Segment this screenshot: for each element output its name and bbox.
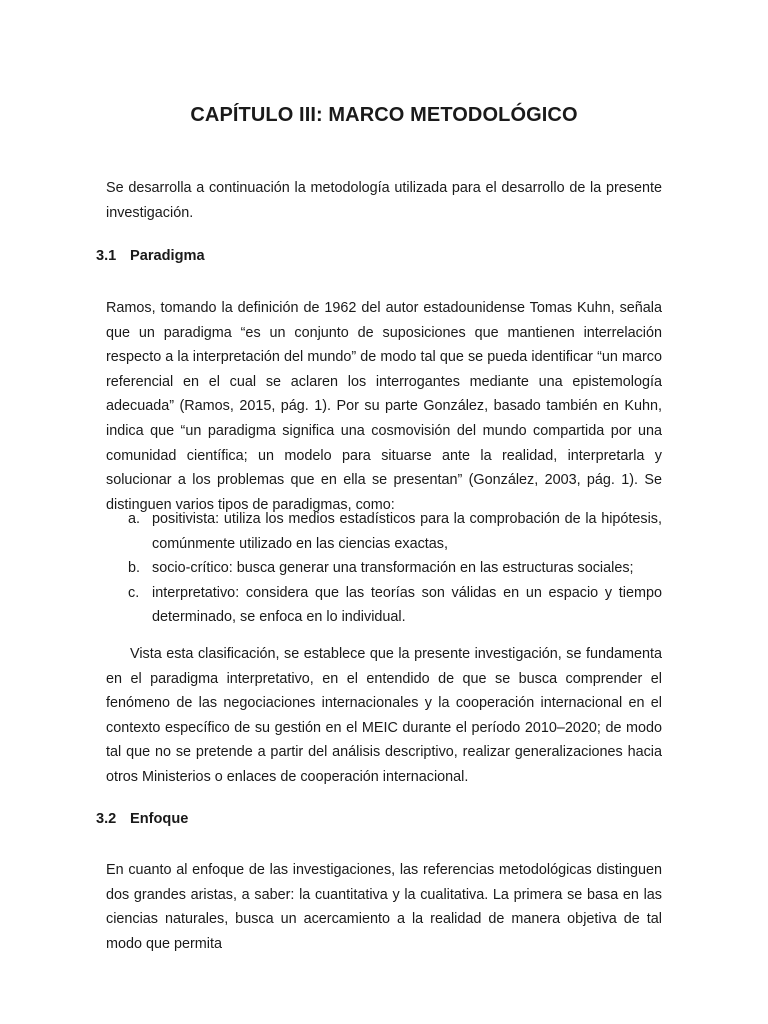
list-item [106,556,662,581]
section-title: Paradigma [130,248,205,264]
list-item [106,581,662,630]
paradigm-paragraph: Ramos, tomando la definición de 1962 del autor estadounidense Tomas Kuhn, señala que un paradigma “es un conjunto de suposiciones que mantienen interrelación respecto a la interpretación del mundo” de modo tal que se pueda identificar “un marco referencial en el cual se aclaren los interrogantes mediante una epistemología adecuada” (Ramos, 2015, pág. 1). Por su parte González, basado también en Kuhn, indica que “un paradigma significa una cosmovisión del mundo compartida por una comunidad científica; un modelo para situarse ante la realidad, interpretarla y solucionar a los problemas que en ella se presentan” (González, 2003, pág. 1). Se distinguen varios tipos de paradigmas, como: [106,300,662,513]
list-marker: c. [128,584,140,601]
list-item-text: interpretativo: considera que las teorías son válidas en un espacio y tiempo determinado, se enfoca en lo individual. [152,584,662,626]
section-heading-3-1 [96,248,205,264]
section-title: Enfoque [130,811,189,827]
paradigm-types-list [106,507,662,630]
section-heading-3-2 [96,811,188,827]
section-number: 3.2 [96,811,117,827]
intro-paragraph: Se desarrolla a continuación la metodología utilizada para el desarrollo de la presente investigación. [106,180,662,221]
list-item-text: positivista: utiliza los medios estadísticos para la comprobación de la hipótesis, comúnmente utilizado en las ciencias exactas, [152,511,662,552]
list-item [106,507,662,556]
chapter-title: CAPÍTULO III: MARCO METODOLÓGICO [190,104,578,126]
section-number: 3.1 [96,248,117,264]
classification-paragraph: Vista esta clasificación, se establece que la presente investigación, se fundamenta en el paradigma interpretativo, en el entendido de que se busca comprender el fenómeno de las negociaciones internacionales y la cooperación internacional en el contexto específico de su gestión en el MEIC durante el período 2010–2020; de modo tal que no se pretende a partir del análisis descriptivo, realizar generalizaciones hacia otros Ministerios o enlaces de cooperación internacional. [106,646,662,785]
list-marker: a. [128,511,141,527]
list-item-text: socio-crítico: busca generar una transformación en las estructuras sociales; [152,560,634,577]
list-marker: b. [128,560,141,577]
approach-paragraph: En cuanto al enfoque de las investigaciones, las referencias metodológicas distinguen dos grandes aristas, a saber: la cuantitativa y la cualitativa. La primera se basa en las ciencias naturales, busca un acercamiento a la realidad de manera objetiva de tal modo que permita [106,862,662,952]
